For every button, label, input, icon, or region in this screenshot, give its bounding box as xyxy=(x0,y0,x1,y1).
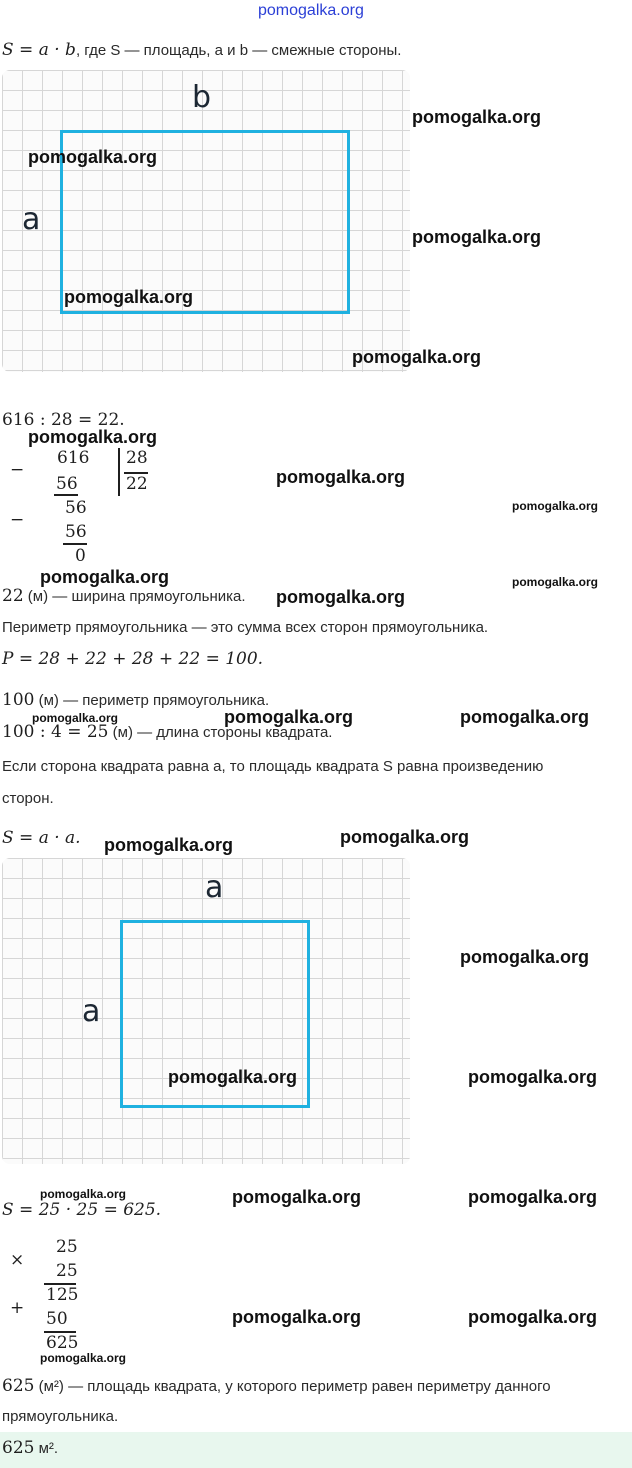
subtrahend-1-underline xyxy=(54,494,78,496)
partial-product-1: 125 xyxy=(46,1285,79,1305)
watermark: pomogalka.org xyxy=(28,147,158,167)
subtrahend-1: 56 xyxy=(56,474,78,494)
area-formula-rectangle xyxy=(2,40,401,60)
grid-figure-square xyxy=(2,858,410,1164)
watermark: pomogalka.org xyxy=(232,1307,362,1327)
watermark: pomogalka.org xyxy=(276,467,406,487)
perimeter-definition: Периметр прямоугольника — это сумма всех сторон прямоугольника. xyxy=(2,619,489,636)
watermark: pomogalka.org xyxy=(28,427,158,447)
area-formula-square: S = a · a. xyxy=(2,828,81,848)
width-result xyxy=(2,586,246,606)
subtrahend-2: 56 xyxy=(65,522,87,542)
watermark: pomogalka.org xyxy=(512,575,599,589)
watermark: pomogalka.org xyxy=(32,711,119,725)
width-value: 22 xyxy=(2,586,24,606)
watermark: pomogalka.org xyxy=(64,287,194,307)
watermark: pomogalka.org xyxy=(276,587,406,607)
square-area-definition-line1: Если сторона квадрата равна a, то площадь квадрата S равна произведению xyxy=(2,758,544,775)
square-left-label: a xyxy=(82,994,101,1029)
watermark: pomogalka.org xyxy=(232,1187,362,1207)
watermark: pomogalka.org xyxy=(468,1067,598,1087)
square-area-result-line1 xyxy=(2,1376,551,1396)
times-sign: × xyxy=(10,1250,25,1270)
square-area-result-line2: прямоугольника. xyxy=(2,1408,119,1425)
answer-line xyxy=(2,1438,58,1458)
square-top-label: a xyxy=(205,870,224,905)
square-area-value: 625 xyxy=(2,1376,35,1396)
multiplicand: 25 xyxy=(56,1237,78,1257)
watermark: pomogalka.org xyxy=(40,1187,127,1201)
watermark: pomogalka.org xyxy=(460,947,590,967)
watermark: pomogalka.org xyxy=(412,107,542,127)
remainder-1: 56 xyxy=(65,498,87,518)
division-vertical-bar xyxy=(118,448,120,496)
side-label-b: b xyxy=(192,80,212,115)
subtrahend-2-underline xyxy=(63,543,87,545)
quotient: 22 xyxy=(126,474,148,494)
area-calculation: S = 25 · 25 = 625. xyxy=(2,1200,162,1220)
minus-sign-1: − xyxy=(10,460,25,480)
watermark: pomogalka.org xyxy=(104,835,234,855)
dividend: 616 xyxy=(57,448,90,468)
perimeter-value: 100 xyxy=(2,690,35,710)
grid-figure-rectangle xyxy=(2,70,410,372)
watermark: pomogalka.org xyxy=(40,567,170,587)
watermark: pomogalka.org xyxy=(460,707,590,727)
plus-sign: + xyxy=(10,1298,25,1318)
square-area-definition-line2: сторон. xyxy=(2,790,54,807)
area-formula-math: S = a · b xyxy=(2,40,76,60)
watermark: pomogalka.org xyxy=(168,1067,298,1087)
perimeter-text: (м) — периметр прямоугольника. xyxy=(34,692,270,709)
division-equation: 616 : 28 = 22. xyxy=(2,410,125,430)
answer-box xyxy=(0,1432,632,1468)
watermark: pomogalka.org xyxy=(224,707,354,727)
watermark: pomogalka.org xyxy=(340,827,470,847)
multiplier: 25 xyxy=(56,1261,78,1281)
watermark: pomogalka.org xyxy=(468,1187,598,1207)
product: 625 xyxy=(46,1333,79,1353)
watermark: pomogalka.org xyxy=(468,1307,598,1327)
divisor: 28 xyxy=(126,448,148,468)
minus-sign-2: − xyxy=(10,510,25,530)
perimeter-calculation: P = 28 + 22 + 28 + 22 = 100. xyxy=(2,649,264,669)
width-text: (м) — ширина прямоугольника. xyxy=(23,588,246,605)
area-formula-text: , где S — площадь, a и b — смежные стороны. xyxy=(75,42,402,59)
answer-value: 625 xyxy=(2,1438,35,1458)
watermark: pomogalka.org xyxy=(412,227,542,247)
answer-unit: м². xyxy=(34,1440,59,1457)
square-side-value: 100 : 4 = 25 xyxy=(2,722,109,742)
site-header-link[interactable]: pomogalka.org xyxy=(258,2,364,19)
square-side-text: (м) — длина стороны квадрата. xyxy=(108,724,333,741)
watermark: pomogalka.org xyxy=(512,499,599,513)
square-area-text: (м²) — площадь квадрата, у которого периметр равен периметру данного xyxy=(34,1378,551,1395)
final-remainder: 0 xyxy=(75,546,86,566)
side-label-a: a xyxy=(22,202,41,237)
partial-product-2: 50 xyxy=(46,1309,68,1329)
watermark: pomogalka.org xyxy=(352,347,482,367)
watermark: pomogalka.org xyxy=(40,1351,127,1365)
